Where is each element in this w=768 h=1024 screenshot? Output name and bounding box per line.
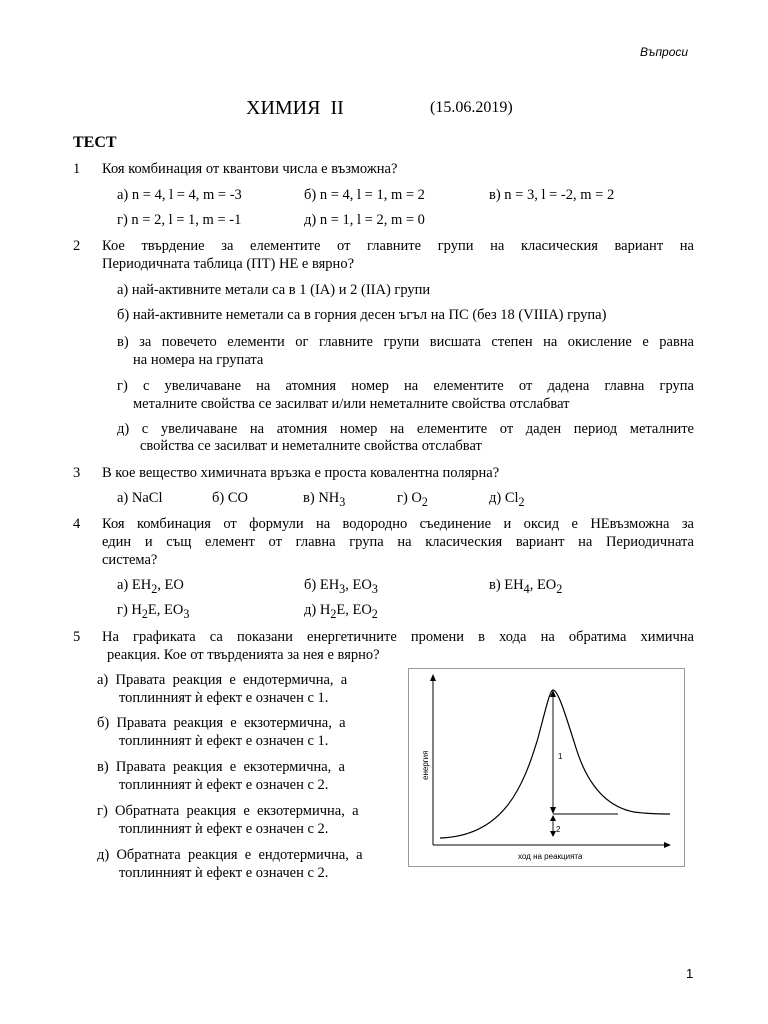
answer-option-continued: металните свойства се засилват и/или неметалните свойства отслабват	[133, 396, 570, 412]
question-number: 4	[73, 516, 81, 532]
question-text: Коя комбинация от формули на водородно съединение и оксид е НЕвъзможна за	[102, 516, 694, 532]
answer-option: в) Правата реакция е екзотермична, а топлинният ѝ ефект е означен с 2.	[97, 759, 345, 793]
answer-option: д) Обратната реакция е ендотермична, а топлинният ѝ ефект е означен с 2.	[97, 847, 363, 881]
answer-option: б) n = 4, l = 1, m = 2	[304, 187, 425, 203]
question-number: 3	[73, 465, 81, 481]
answer-option: г) n = 2, l = 1, m = -1	[117, 212, 242, 228]
answer-option: б) CO	[212, 490, 248, 506]
question-text: Периодичната таблица (ПТ) НЕ е вярно?	[102, 256, 355, 272]
answer-option: б) Правата реакция е екзотермична, а топлинният ѝ ефект е означен с 1.	[97, 715, 346, 749]
question-text: реакция. Кое от твърденията за нея е вярно?	[107, 647, 380, 663]
question-text: На графиката са показани енергетичните промени в хода на обратима химична	[102, 629, 694, 645]
page-title: ХИМИЯ II	[246, 97, 344, 119]
question-text: система?	[102, 552, 158, 568]
exam-date: (15.06.2019)	[430, 99, 513, 116]
answer-option: б) $EH_3$, $EO_3$	[304, 577, 378, 596]
answer-option-continued: свойства се засилват и неметалните свойства отслабват	[140, 438, 482, 454]
answer-option: г) с увеличаване на атомния номер на елементите от дадена главна група	[117, 378, 694, 394]
y-axis-label: енергия	[421, 750, 430, 780]
x-axis-label: ход на реакцията	[518, 852, 583, 861]
answer-option: а) NaCl	[117, 490, 163, 506]
annotation-1: 1	[558, 752, 563, 761]
section-heading: ТЕСТ	[73, 134, 117, 151]
answer-option: в) $NH_3$	[303, 490, 346, 509]
question-text: един и същ елемент от главна група на класическия вариант на Периодичната	[102, 534, 694, 550]
answer-option: г) Обратната реакция е екзотермична, а топлинният ѝ ефект е означен с 2.	[97, 803, 359, 837]
answer-option-continued: на номера на групата	[133, 352, 264, 368]
answer-option: в) $EH_4$, $EO_2$	[489, 577, 563, 596]
header-label: Въпроси	[640, 45, 689, 59]
energy-profile-chart	[408, 668, 686, 868]
page-number: 1	[686, 966, 694, 981]
answer-option: д) $Cl_2$	[489, 490, 525, 509]
answer-option: а) Правата реакция е ендотермична, а топлинният ѝ ефект е означен с 1.	[97, 672, 348, 706]
answer-option: д) $H_2E$, $EO_2$	[304, 602, 378, 621]
answer-option: в) за повечето елементи ог главните групи висшата степен на окисление е равна	[117, 334, 694, 350]
answer-option: г) $H_2E$, $EO_3$	[117, 602, 190, 621]
question-text: Кое твърдение за елементите от главните групи на класическия вариант на	[102, 238, 694, 254]
question-text: В кое вещество химичната връзка е проста ковалентна полярна?	[102, 465, 500, 481]
question-number: 1	[73, 161, 81, 177]
answer-option: б) най-активните неметали са в горния десен ъгъл на ПС (без 18 (VIIIA) група)	[117, 307, 607, 323]
answer-option: а) $EH_2$, EO	[117, 577, 184, 596]
question-text: Коя комбинация от квантови числа е възможна?	[102, 161, 398, 177]
answer-option: г) $O_2$	[397, 490, 428, 509]
annotation-2: 2	[556, 825, 561, 834]
answer-option: в) n = 3, l = -2, m = 2	[489, 187, 615, 203]
answer-option: а) най-активните метали са в 1 (IA) и 2 (IIA) групи	[117, 282, 431, 298]
question-number: 2	[73, 238, 81, 254]
answer-option: д) с увеличаване на атомния номер на елементите от даден период металните	[117, 421, 694, 437]
answer-option: д) n = 1, l = 2, m = 0	[304, 212, 425, 228]
answer-option: а) n = 4, l = 4, m = -3	[117, 187, 242, 203]
question-number: 5	[73, 629, 81, 645]
